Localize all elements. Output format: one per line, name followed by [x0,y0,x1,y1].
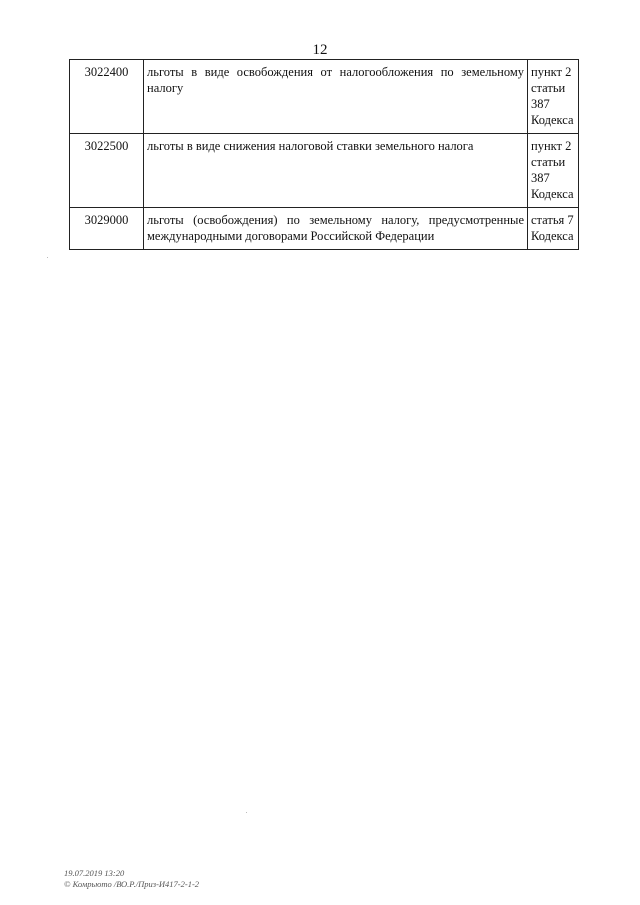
reference-line: статьи 387 [531,81,566,111]
benefits-table [69,59,579,250]
reference-line: Кодекса [531,113,574,127]
footer-stamp [64,868,199,890]
footer-doc-id: © Комрьюто /ВО.Р./Приз-И417-2-1-2 [64,879,200,889]
benefit-reference [528,208,579,250]
benefit-code: 3029000 [70,208,144,250]
benefit-code: 3022400 [70,60,144,134]
table-row [70,208,579,250]
footer-timestamp: 19.07.2019 13:20 [64,868,125,878]
benefit-name: льготы (освобождения) по земельному налогу, предусмотренные международными договорами Российской Федерации [144,208,528,250]
reference-line: статьи 387 [531,155,566,185]
benefit-code: 3022500 [70,134,144,208]
scan-speck [47,257,48,258]
benefit-reference [528,60,579,134]
reference-line: статья 7 [531,213,574,227]
reference-line: пункт 2 [531,65,572,79]
table-row [70,134,579,208]
table-row [70,60,579,134]
page-number: 12 [312,42,328,58]
reference-line: пункт 2 [531,139,572,153]
benefit-reference [528,134,579,208]
benefit-name: льготы в виде освобождения от налогообложения по земельному налогу [144,60,528,134]
scan-speck [246,812,247,813]
reference-line: Кодекса [531,229,574,243]
reference-line: Кодекса [531,187,574,201]
benefit-name: льготы в виде снижения налоговой ставки земельного налога [144,134,528,208]
